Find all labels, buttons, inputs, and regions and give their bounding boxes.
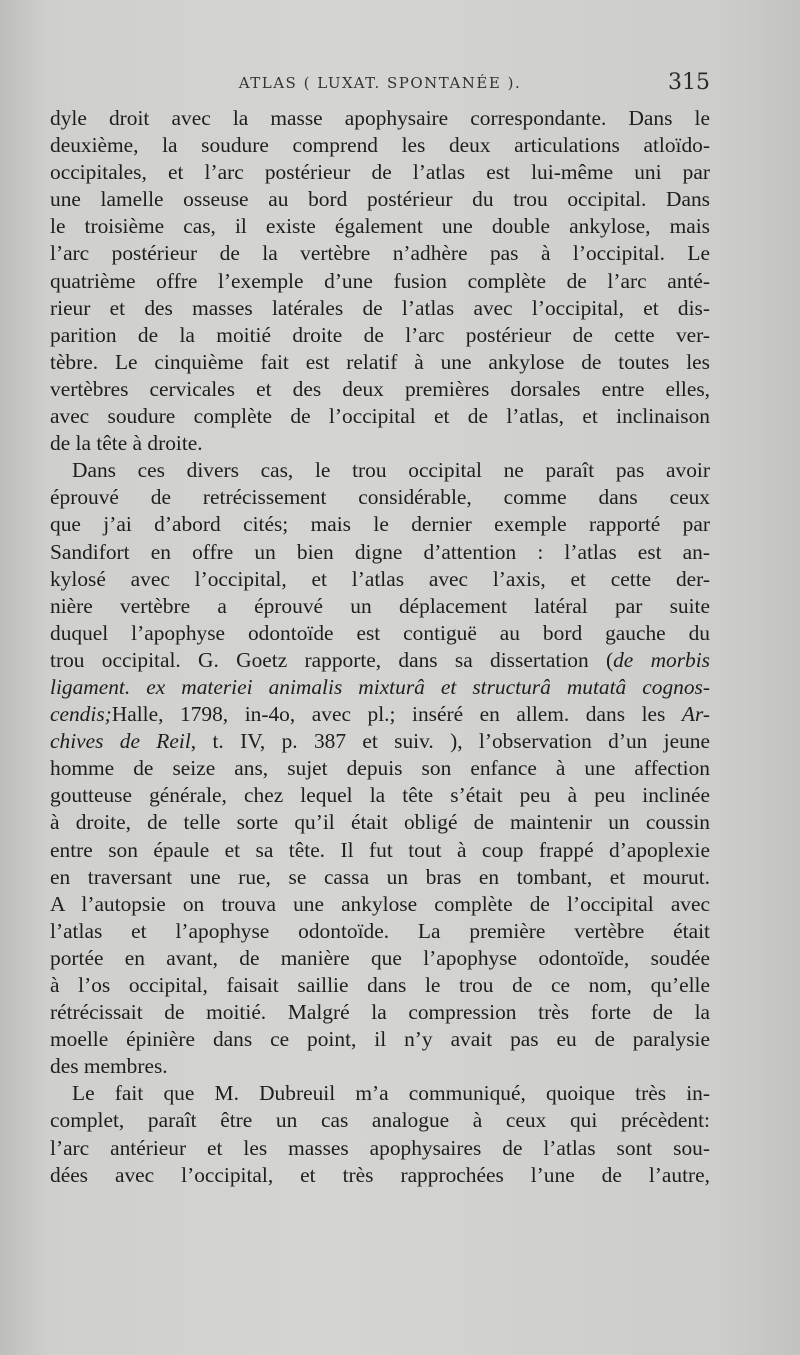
text-line [50, 728, 710, 755]
text-run: , t. IV, p. 387 et suiv. ), l’observation d’un jeune [190, 729, 710, 754]
text-line: complet, paraît être un cas analogue à ceux qui précèdent: [50, 1108, 710, 1133]
text-line: quatrième offre l’exemple d’une fusion complète de l’arc anté- [50, 268, 710, 293]
text-line [50, 647, 710, 674]
text-line: l’arc antérieur et les masses apophysaires de l’atlas sont sou- [50, 1135, 710, 1160]
text-line: tèbre. Le cinquième fait est relatif à une ankylose de toutes les [50, 349, 710, 374]
text-run: Halle, 1798, in-4o, avec pl.; inséré en allem. dans les [111, 702, 682, 727]
running-head: ATLAS ( LUXAT. SPONTANÉE ). [238, 74, 522, 92]
page-header [50, 70, 710, 100]
text-line: dées avec l’occipital, et très rapprochées l’une de l’autre, [50, 1162, 710, 1187]
page-number: 315 [668, 70, 710, 95]
text-line: deuxième, la soudure comprend les deux articulations atloïdo- [50, 133, 710, 158]
text-line: l’arc postérieur de la vertèbre n’adhère pas à l’occipital. Le [50, 241, 710, 266]
text-line: dyle droit avec la masse apophysaire correspondante. Dans le [50, 106, 710, 130]
text-line: rétrécissait de moitié. Malgré la compression très forte de la [50, 1000, 710, 1025]
text-line: Le fait que M. Dubreuil m’a communiqué, quoique très in- [72, 1081, 710, 1106]
text-line: éprouvé de retrécissement considérable, comme dans ceux [50, 485, 710, 510]
body-text [50, 105, 710, 1189]
text-line [50, 674, 710, 701]
text-line: occipitales, et l’arc postérieur de l’atlas est lui-même uni par [50, 160, 710, 185]
text-line: à l’os occipital, faisait saillie dans le trou de ce nom, qu’elle [50, 973, 710, 997]
text-line: A l’autopsie on trouva une ankylose complète de l’occipital avec [50, 891, 710, 916]
italic-run: ligament. ex materiei animalis mixturâ et structurâ mutatâ cognos- [50, 674, 710, 699]
italic-run: de morbis [613, 647, 711, 672]
text-line: portée en avant, de manière que l’apophyse odontoïde, soudée [50, 945, 710, 970]
text-line: rieur et des masses latérales de l’atlas avec l’occipital, et dis- [50, 295, 710, 320]
text-run: trou occipital. G. Goetz rapporte, dans sa dissertation ( [50, 647, 614, 672]
text-line: goutteuse générale, chez lequel la tête s’était peu à peu inclinée [50, 783, 710, 808]
text-line: Sandifort en offre un bien digne d’attention : l’atlas est an- [50, 539, 710, 564]
text-line: l’atlas et l’apophyse odontoïde. La première vertèbre était [50, 918, 710, 943]
text-line: avec soudure complète de l’occipital et de l’atlas, et inclinaison [50, 404, 710, 429]
text-line: kylosé avec l’occipital, et l’atlas avec l’axis, et cette der- [50, 566, 710, 591]
text-line: moelle épinière dans ce point, il n’y avait pas eu de paralysie [50, 1027, 710, 1052]
text-line: Dans ces divers cas, le trou occipital ne paraît pas avoir [72, 458, 710, 483]
text-line: vertèbres cervicales et des deux premières dorsales entre elles, [50, 376, 710, 401]
italic-run: cendis; [50, 702, 112, 727]
text-line: homme de seize ans, sujet depuis son enfance à une affection [50, 756, 710, 781]
text-line: en traversant une rue, se cassa un bras en tombant, et mourut. [50, 864, 710, 889]
text-line: des membres. [50, 1054, 168, 1079]
text-line: entre son épaule et sa tête. Il fut tout à coup frappé d’apoplexie [50, 837, 710, 862]
text-line: parition de la moitié droite de l’arc postérieur de cette ver- [50, 322, 710, 347]
text-line: de la tête à droite. [50, 431, 203, 456]
text-line: duquel l’apophyse odontoïde est contiguë au bord gauche du [50, 620, 710, 645]
text-line: nière vertèbre a éprouvé un déplacement latéral par suite [50, 593, 710, 618]
text-line: que j’ai d’abord cités; mais le dernier exemple rapporté par [50, 512, 710, 537]
italic-run: Ar- [681, 702, 710, 727]
text-line [50, 701, 710, 728]
text-line: une lamelle osseuse au bord postérieur du trou occipital. Dans [50, 187, 710, 212]
text-line: le troisième cas, il existe également une double ankylose, mais [50, 214, 710, 239]
text-line: à droite, de telle sorte qu’il était obligé de maintenir un coussin [50, 810, 710, 835]
italic-run: chives de Reil [50, 729, 191, 754]
